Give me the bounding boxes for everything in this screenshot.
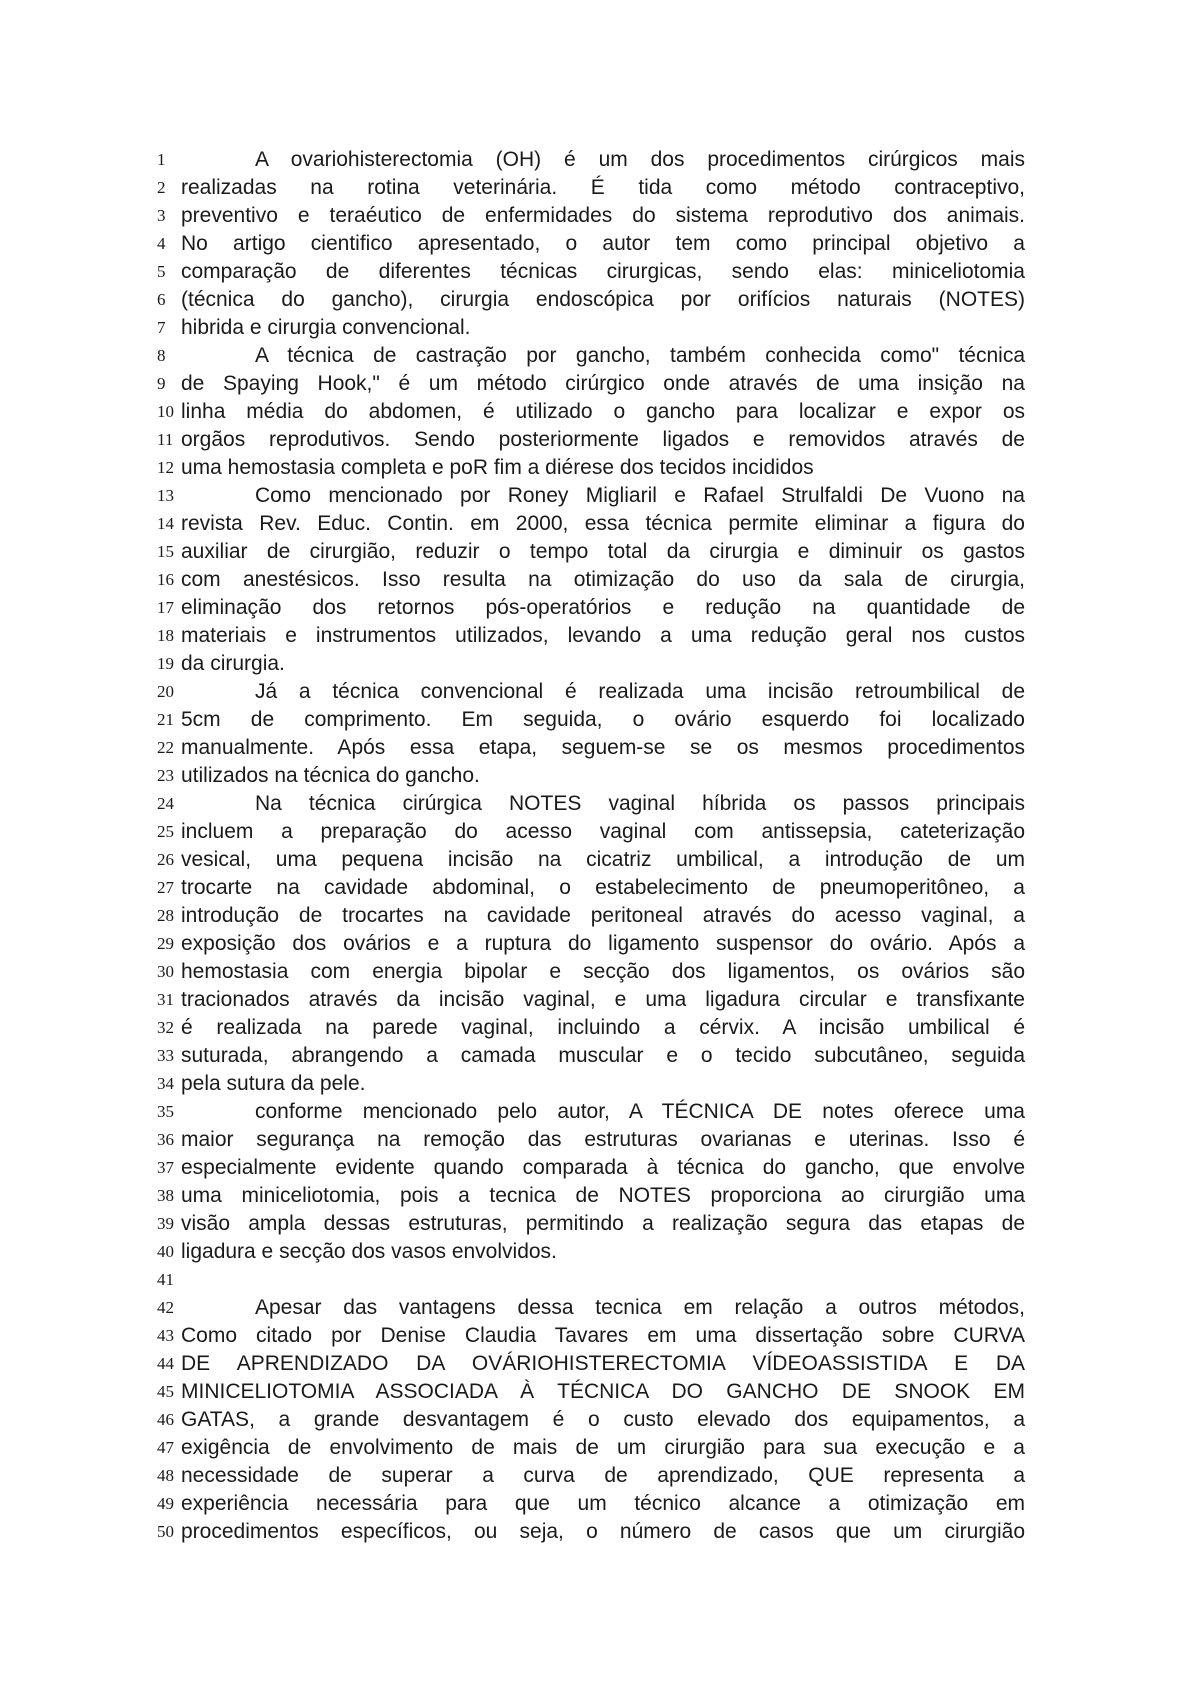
line-text: A ovariohisterectomia (OH) é um dos procedimentos cirúrgicos mais: [255, 148, 1025, 171]
document-line: [157, 1490, 1025, 1518]
line-number: 28: [157, 906, 174, 925]
line-text: da cirurgia.: [181, 652, 285, 675]
line-text: é realizada na parede vaginal, incluindo a cérvix. A incisão umbilical é: [181, 1016, 1025, 1039]
line-number: 24: [157, 794, 174, 813]
line-text: de Spaying Hook," é um método cirúrgico onde através de uma insição na: [181, 372, 1025, 395]
line-number: 15: [157, 542, 174, 561]
line-number: 16: [157, 570, 174, 589]
line-number: 5: [157, 262, 166, 281]
line-number: 26: [157, 850, 174, 869]
document-line: [157, 314, 1025, 342]
document-line: [157, 398, 1025, 426]
line-number: 43: [157, 1326, 174, 1345]
document-line: [157, 678, 1025, 706]
document-line: [157, 370, 1025, 398]
document-line: [157, 650, 1025, 678]
line-number: 30: [157, 962, 174, 981]
document-line: [157, 902, 1025, 930]
document-line: [157, 1238, 1025, 1266]
line-number: 2: [157, 178, 166, 197]
line-number: 25: [157, 822, 174, 841]
line-number: 22: [157, 738, 174, 757]
line-text: (técnica do gancho), cirurgia endoscópica por orifícios naturais (NOTES): [181, 288, 1025, 311]
line-number: 11: [157, 430, 174, 449]
document-line: [157, 454, 1025, 482]
document-line: [157, 622, 1025, 650]
line-number: 13: [157, 486, 174, 505]
document-line: [157, 538, 1025, 566]
document-line: [157, 706, 1025, 734]
line-number: 36: [157, 1130, 174, 1149]
document-line: [157, 426, 1025, 454]
document-line: [157, 1266, 1025, 1294]
document-line: [157, 1406, 1025, 1434]
document-line: [157, 930, 1025, 958]
line-number: 40: [157, 1242, 174, 1261]
line-number: 12: [157, 458, 174, 477]
line-number: 38: [157, 1186, 174, 1205]
document-line: [157, 734, 1025, 762]
document-line: [157, 1322, 1025, 1350]
document-line: [157, 762, 1025, 790]
document-line: [157, 1182, 1025, 1210]
document-line: [157, 846, 1025, 874]
line-text: preventivo e teraéutico de enfermidades do sistema reprodutivo dos animais.: [181, 204, 1025, 227]
line-number: 47: [157, 1438, 174, 1457]
line-text: hibrida e cirurgia convencional.: [181, 316, 471, 339]
document-line: [157, 818, 1025, 846]
document-line: [157, 1294, 1025, 1322]
line-text: Na técnica cirúrgica NOTES vaginal híbrida os passos principais: [255, 792, 1025, 815]
document-line: [157, 342, 1025, 370]
line-number: 6: [157, 290, 166, 309]
document-line: [157, 1518, 1025, 1546]
document-line: [157, 594, 1025, 622]
line-number: 50: [157, 1522, 174, 1541]
line-text: procedimentos específicos, ou seja, o número de casos que um cirurgião: [181, 1520, 1025, 1543]
line-text: orgãos reprodutivos. Sendo posteriormente ligados e removidos através de: [181, 428, 1025, 451]
line-number: 3: [157, 206, 166, 225]
line-text: tracionados através da incisão vaginal, e uma ligadura circular e transfixante: [181, 988, 1025, 1011]
line-number: 18: [157, 626, 174, 645]
line-text: experiência necessária para que um técnico alcance a otimização em: [181, 1492, 1025, 1515]
line-number: 10: [157, 402, 174, 421]
line-number: 27: [157, 878, 174, 897]
line-text: Apesar das vantagens dessa tecnica em relação a outros métodos,: [255, 1296, 1025, 1319]
line-text: uma hemostasia completa e poR fim a diérese dos tecidos incididos: [181, 456, 814, 479]
line-text: Já a técnica convencional é realizada uma incisão retroumbilical de: [255, 680, 1025, 703]
document-line: [157, 286, 1025, 314]
line-text: eliminação dos retornos pós-operatórios e redução na quantidade de: [181, 596, 1025, 619]
document-body: [157, 146, 1025, 1546]
document-line: [157, 1462, 1025, 1490]
document-line: [157, 1126, 1025, 1154]
line-text: MINICELIOTOMIA ASSOCIADA À TÉCNICA DO GANCHO DE SNOOK EM: [181, 1380, 1025, 1403]
line-number: 8: [157, 346, 166, 365]
line-number: 31: [157, 990, 174, 1009]
document-line: [157, 790, 1025, 818]
line-text: A técnica de castração por gancho, também conhecida como" técnica: [255, 344, 1025, 367]
document-line: [157, 1042, 1025, 1070]
line-text: com anestésicos. Isso resulta na otimização do uso da sala de cirurgia,: [181, 568, 1025, 591]
line-number: 14: [157, 514, 174, 533]
line-text: vesical, uma pequena incisão na cicatriz umbilical, a introdução de um: [181, 848, 1025, 871]
line-number: 32: [157, 1018, 174, 1037]
document-line: [157, 230, 1025, 258]
line-number: 7: [157, 318, 166, 337]
line-text: linha média do abdomen, é utilizado o gancho para localizar e expor os: [181, 400, 1025, 423]
line-text: auxiliar de cirurgião, reduzir o tempo total da cirurgia e diminuir os gastos: [181, 540, 1025, 563]
line-text: manualmente. Após essa etapa, seguem-se se os mesmos procedimentos: [181, 736, 1025, 759]
document-line: [157, 986, 1025, 1014]
line-text: conforme mencionado pelo autor, A TÉCNICA DE notes oferece uma: [255, 1100, 1025, 1123]
line-number: 33: [157, 1046, 174, 1065]
line-number: 17: [157, 598, 174, 617]
document-line: [157, 1070, 1025, 1098]
document-line: [157, 1098, 1025, 1126]
line-text: utilizados na técnica do gancho.: [181, 764, 480, 787]
line-number: 48: [157, 1466, 174, 1485]
line-text: materiais e instrumentos utilizados, levando a uma redução geral nos custos: [181, 624, 1025, 647]
line-text: 5cm de comprimento. Em seguida, o ovário esquerdo foi localizado: [181, 708, 1025, 731]
document-line: [157, 258, 1025, 286]
line-number: 1: [157, 150, 166, 169]
line-number: 29: [157, 934, 174, 953]
line-number: 9: [157, 374, 166, 393]
line-text: DE APRENDIZADO DA OVÁRIOHISTERECTOMIA VÍDEOASSISTIDA E DA: [181, 1352, 1025, 1375]
line-text: necessidade de superar a curva de aprendizado, QUE representa a: [181, 1464, 1025, 1487]
line-text: GATAS, a grande desvantagem é o custo elevado dos equipamentos, a: [181, 1408, 1025, 1431]
document-line: [157, 874, 1025, 902]
line-text: No artigo cientifico apresentado, o autor tem como principal objetivo a: [181, 232, 1025, 255]
line-text: ligadura e secção dos vasos envolvidos.: [181, 1240, 557, 1263]
line-text: trocarte na cavidade abdominal, o estabelecimento de pneumoperitôneo, a: [181, 876, 1025, 899]
line-number: 45: [157, 1382, 174, 1401]
document-line: [157, 482, 1025, 510]
line-number: 49: [157, 1494, 174, 1513]
line-text: maior segurança na remoção das estruturas ovarianas e uterinas. Isso é: [181, 1128, 1025, 1151]
line-text: Como mencionado por Roney Migliaril e Rafael Strulfaldi De Vuono na: [255, 484, 1025, 507]
line-text: comparação de diferentes técnicas cirurgicas, sendo elas: miniceliotomia: [181, 260, 1025, 283]
line-number: 42: [157, 1298, 174, 1317]
line-text: introdução de trocartes na cavidade peritoneal através do acesso vaginal, a: [181, 904, 1025, 927]
line-number: 41: [157, 1270, 174, 1289]
line-number: 34: [157, 1074, 174, 1093]
document-line: [157, 1434, 1025, 1462]
document-line: [157, 566, 1025, 594]
line-text: incluem a preparação do acesso vaginal com antissepsia, cateterização: [181, 820, 1025, 843]
line-number: 20: [157, 682, 174, 701]
document-line: [157, 202, 1025, 230]
document-line: [157, 1014, 1025, 1042]
document-line: [157, 1154, 1025, 1182]
line-number: 46: [157, 1410, 174, 1429]
document-line: [157, 1210, 1025, 1238]
line-text: revista Rev. Educ. Contin. em 2000, essa técnica permite eliminar a figura do: [181, 512, 1025, 535]
line-number: 39: [157, 1214, 174, 1233]
line-number: 21: [157, 710, 174, 729]
line-number: 44: [157, 1354, 174, 1373]
line-text: exposição dos ovários e a ruptura do ligamento suspensor do ovário. Após a: [181, 932, 1025, 955]
line-number: 19: [157, 654, 174, 673]
line-number: 37: [157, 1158, 174, 1177]
document-line: [157, 1378, 1025, 1406]
line-text: Como citado por Denise Claudia Tavares em uma dissertação sobre CURVA: [181, 1324, 1025, 1347]
line-text: suturada, abrangendo a camada muscular e o tecido subcutâneo, seguida: [181, 1044, 1025, 1067]
line-number: 35: [157, 1102, 174, 1121]
document-line: [157, 510, 1025, 538]
line-number: 4: [157, 234, 166, 253]
line-text: pela sutura da pele.: [181, 1072, 366, 1095]
line-text: especialmente evidente quando comparada à técnica do gancho, que envolve: [181, 1156, 1025, 1179]
line-text: exigência de envolvimento de mais de um cirurgião para sua execução e a: [181, 1436, 1025, 1459]
line-text: visão ampla dessas estruturas, permitindo a realização segura das etapas de: [181, 1212, 1025, 1235]
line-number: 23: [157, 766, 174, 785]
line-text: realizadas na rotina veterinária. É tida como método contraceptivo,: [181, 176, 1025, 199]
document-line: [157, 146, 1025, 174]
document-line: [157, 174, 1025, 202]
line-text: uma miniceliotomia, pois a tecnica de NOTES proporciona ao cirurgião uma: [181, 1184, 1025, 1207]
line-text: hemostasia com energia bipolar e secção dos ligamentos, os ovários são: [181, 960, 1025, 983]
document-line: [157, 958, 1025, 986]
document-line: [157, 1350, 1025, 1378]
